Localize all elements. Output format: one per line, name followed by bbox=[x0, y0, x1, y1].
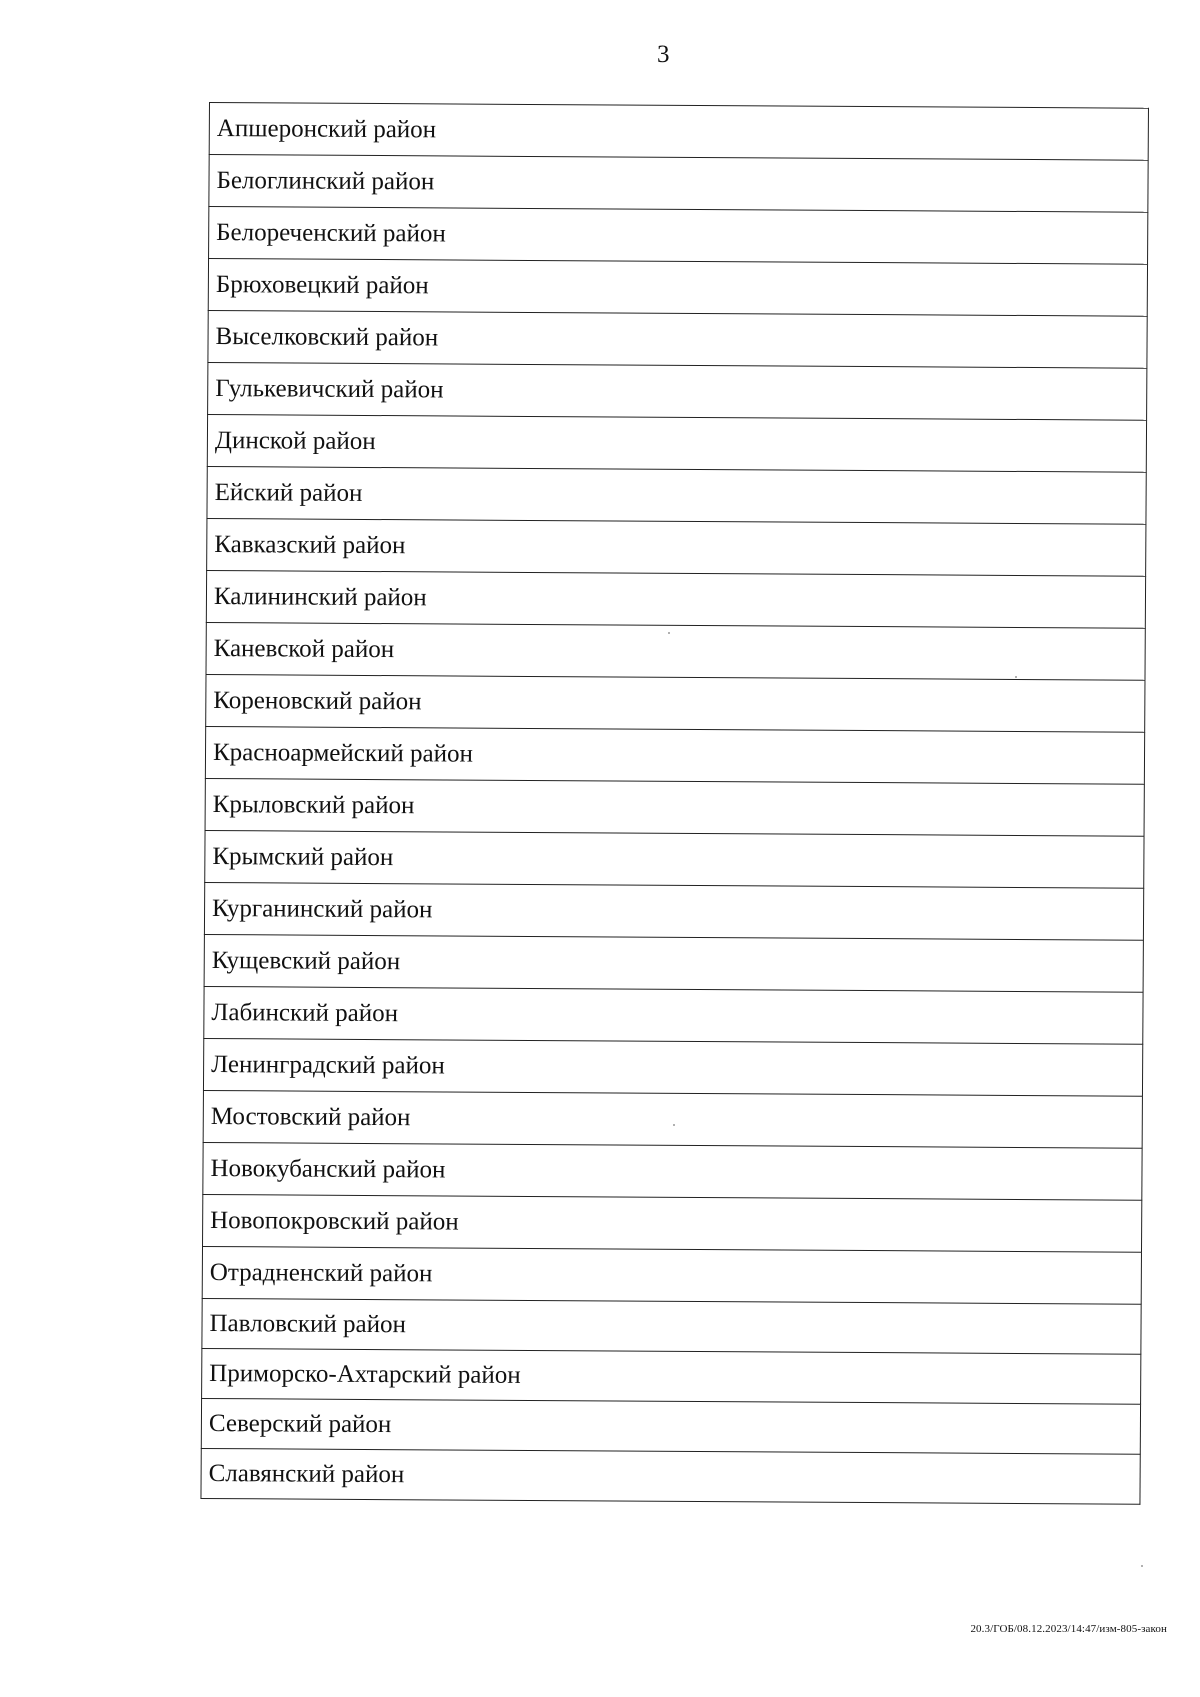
table-row bbox=[207, 518, 1146, 576]
district-name: Павловский район bbox=[202, 1298, 1141, 1354]
table-row bbox=[209, 155, 1148, 213]
table-row bbox=[203, 1038, 1142, 1096]
table-row bbox=[204, 882, 1143, 940]
district-name: Крыловский район bbox=[205, 778, 1144, 836]
table-row bbox=[204, 934, 1143, 992]
table-row bbox=[208, 362, 1147, 420]
district-name: Курганинский район bbox=[204, 882, 1143, 940]
scan-speck bbox=[1015, 676, 1017, 678]
table-row bbox=[205, 778, 1144, 836]
district-name: Славянский район bbox=[201, 1448, 1140, 1504]
district-name: Гулькевичский район bbox=[208, 362, 1147, 420]
table-row bbox=[207, 414, 1146, 472]
table-row bbox=[203, 1194, 1142, 1252]
table-row bbox=[201, 1398, 1140, 1454]
district-name: Динской район bbox=[207, 414, 1146, 472]
scan-speck bbox=[668, 632, 670, 634]
district-name: Апшеронский район bbox=[209, 103, 1148, 161]
table-row bbox=[209, 207, 1148, 265]
district-name: Новопокровский район bbox=[203, 1194, 1142, 1252]
district-name: Мостовский район bbox=[203, 1090, 1142, 1148]
table-row bbox=[209, 103, 1148, 161]
district-name: Северский район bbox=[201, 1398, 1140, 1454]
district-name: Белоглинский район bbox=[209, 155, 1148, 213]
table-row bbox=[205, 726, 1144, 784]
district-name: Крымский район bbox=[205, 830, 1144, 888]
district-name: Брюховецкий район bbox=[208, 259, 1147, 317]
district-name: Приморско-Ахтарский район bbox=[202, 1348, 1141, 1404]
district-name: Белореченский район bbox=[209, 207, 1148, 265]
district-name: Ленинградский район bbox=[203, 1038, 1142, 1096]
district-name: Новокубанский район bbox=[203, 1142, 1142, 1200]
table-row bbox=[202, 1246, 1141, 1304]
district-name: Отрадненский район bbox=[202, 1246, 1141, 1304]
district-name: Каневской район bbox=[206, 622, 1145, 680]
table-row bbox=[207, 466, 1146, 524]
table-row bbox=[206, 622, 1145, 680]
table-row bbox=[201, 1448, 1140, 1504]
footer-stamp: 20.3/ГОБ/08.12.2023/14:47/изм-805-закон bbox=[970, 1623, 1167, 1635]
table-row bbox=[203, 1090, 1142, 1148]
table-row bbox=[208, 310, 1147, 368]
district-name: Ейский район bbox=[207, 466, 1146, 524]
district-name: Кореновский район bbox=[206, 674, 1145, 732]
page-number: 3 bbox=[657, 41, 670, 68]
scan-speck bbox=[1141, 1565, 1143, 1567]
table-row bbox=[208, 259, 1147, 317]
scan-speck bbox=[673, 1124, 675, 1126]
table-row bbox=[205, 830, 1144, 888]
table-row bbox=[206, 674, 1145, 732]
district-name: Лабинский район bbox=[204, 986, 1143, 1044]
district-name: Красноармейский район bbox=[205, 726, 1144, 784]
district-name: Калининский район bbox=[206, 570, 1145, 628]
district-name: Кущевский район bbox=[204, 934, 1143, 992]
table-row bbox=[202, 1298, 1141, 1354]
district-name: Выселковский район bbox=[208, 310, 1147, 368]
table-row bbox=[204, 986, 1143, 1044]
table-row bbox=[206, 570, 1145, 628]
district-table bbox=[200, 102, 1149, 1505]
table-row bbox=[203, 1142, 1142, 1200]
district-name: Кавказский район bbox=[207, 518, 1146, 576]
table-row bbox=[202, 1348, 1141, 1404]
